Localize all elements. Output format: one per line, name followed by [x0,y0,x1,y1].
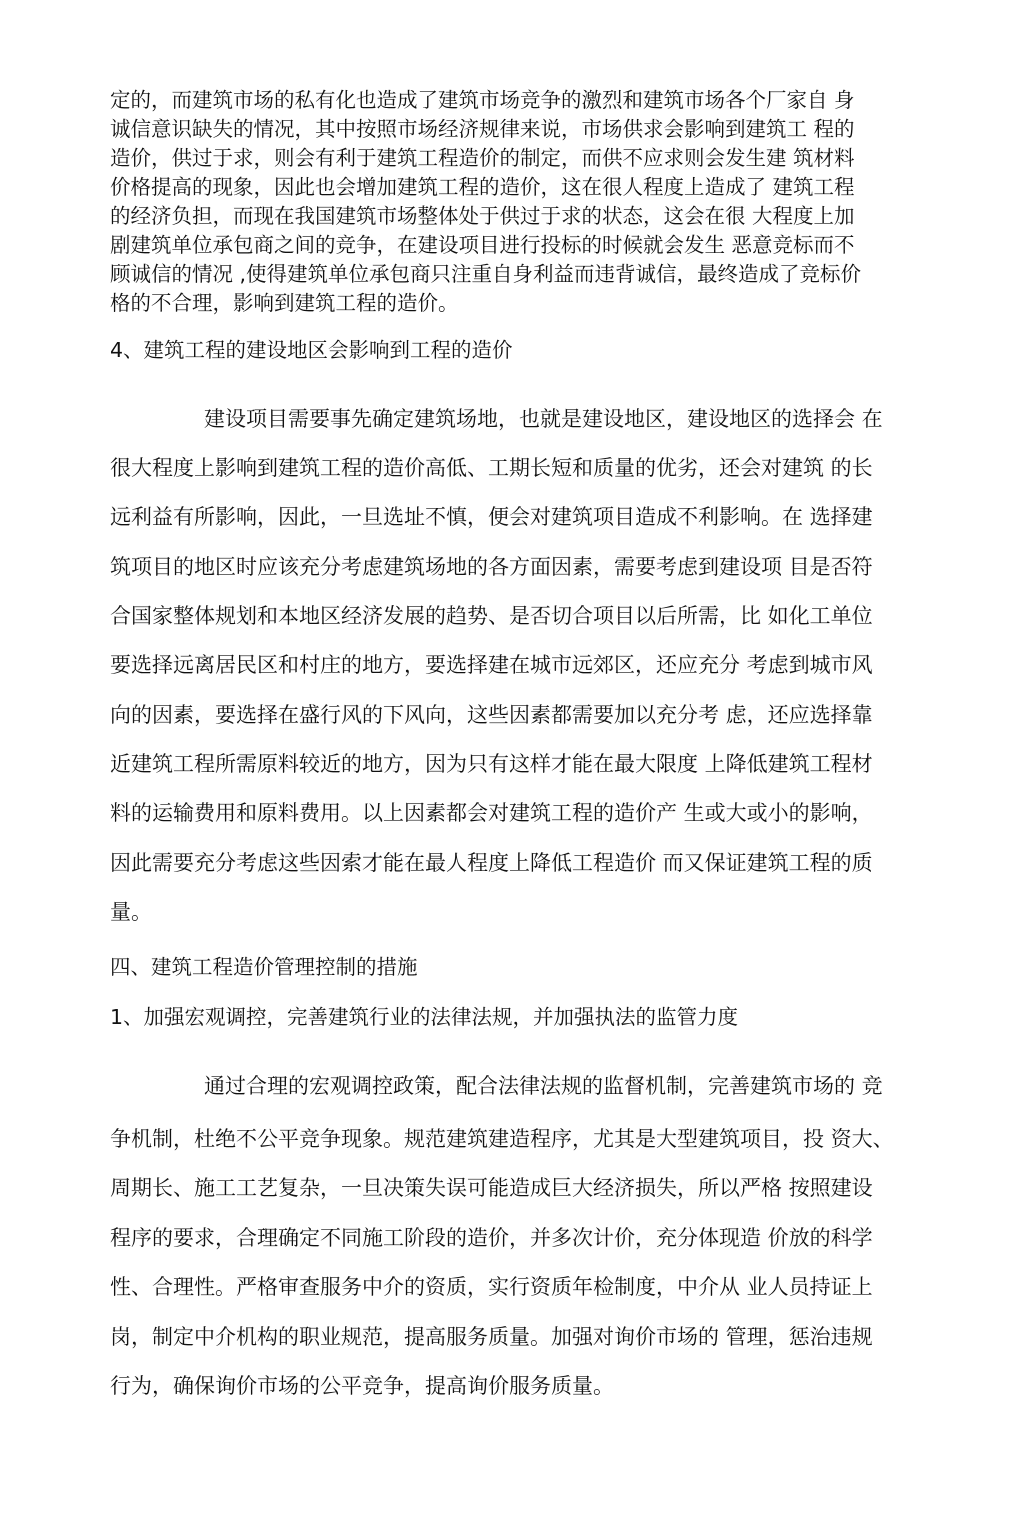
heading-text: 1、加强宏观调控，完善建筑行业的法律法规，并加强执法的监管力度 [110,1005,739,1029]
text-line: 争机制，杜绝不公平竞争现象。规范建筑建造程序，尤其是大型建筑项目，投 资大、 [110,1127,894,1151]
text-line: 通过合理的宏观调控政策，配合法律法规的监督机制，完善建筑市场的 竞 [204,1074,883,1098]
text-line: 周期长、施工工艺复杂，一旦决策失误可能造成巨大经济损失，所以严格 按照建设 [110,1176,873,1200]
text-line: 顾诚信的情况 ,使得建筑单位承包商只注重自身利益而违背诚信，最终造成了竞标价 [110,262,862,286]
text-line: 建设项目需要事先确定建筑场地，也就是建设地区，建设地区的选择会 在 [204,407,883,431]
text-line: 合国家整体规划和本地区经济发展的趋势、是否切合项目以后所需，比 如化工单位 [110,604,873,628]
heading-text: 4、建筑工程的建设地区会影响到工程的造价 [110,338,513,362]
text-line: 因此需要充分考虑这些因索才能在最人程度上降低工程造价 而又保证建筑工程的质 [110,851,873,875]
text-line: 格的不合理，影响到建筑工程的造价。 [110,291,459,315]
text-line: 性、合理性。严格审查服务中介的资质，实行资质年检制度，中介从 业人员持证上 [110,1275,873,1299]
text-line: 岗，制定中介机构的职业规范，提高服务质量。加强对询价市场的 管理，惩治违规 [110,1325,873,1349]
text-line: 近建筑工程所需原料较近的地方，因为只有这样才能在最大限度 上降低建筑工程材 [110,752,873,776]
text-line: 定的，而建筑市场的私有化也造成了建筑市场竞争的激烈和建筑市场各个厂家自 身 [110,88,855,112]
text-line: 的经济负担，而现在我国建筑市场整体处于供过于求的状态，这会在很 大程度上加 [110,204,855,228]
text-line: 行为，确保询价市场的公平竞争，提高询价服务质量。 [110,1374,614,1398]
text-line: 量。 [110,900,152,924]
text-line: 远利益有所影响，因此，一旦选址不慎，便会对建筑项目造成不利影响。在 选择建 [110,505,873,529]
text-line: 料的运输费用和原料费用。以上因素都会对建筑工程的造价产 生或大或小的影响， [110,801,873,825]
text-line: 价格提高的现象，因此也会增加建筑工程的造价，这在很人程度上造成了 建筑工程 [110,175,855,199]
text-line: 向的因素，要选择在盛行风的下风向，这些因素都需要加以充分考 虑，还应选择靠 [110,703,873,727]
text-line: 筑项目的地区时应该充分考虑建筑场地的各方面因素，需要考虑到建设项 目是否符 [110,555,873,579]
text-line: 造价，供过于求，则会有利于建筑工程造价的制定，而供不应求则会发生建 筑材料 [110,146,855,170]
text-line: 诚信意识缺失的情况，其中按照市场经济规律来说，市场供求会影响到建筑工 程的 [110,117,855,141]
text-line: 要选择远离居民区和村庄的地方，要选择建在城市远郊区，还应充分 考虑到城市风 [110,653,873,677]
text-line: 程序的要求，合理确定不同施工阶段的造价，并多次计价，充分体现造 价放的科学 [110,1226,873,1250]
heading-text: 四、建筑工程造价管理控制的措施 [110,955,418,979]
text-line: 剧建筑单位承包商之间的竞争，在建设项目进行投标的时候就会发生 恶意竞标而不 [110,233,855,257]
text-line: 很大程度上影响到建筑工程的造价高低、工期长短和质量的优劣，还会对建筑 的长 [110,456,873,480]
